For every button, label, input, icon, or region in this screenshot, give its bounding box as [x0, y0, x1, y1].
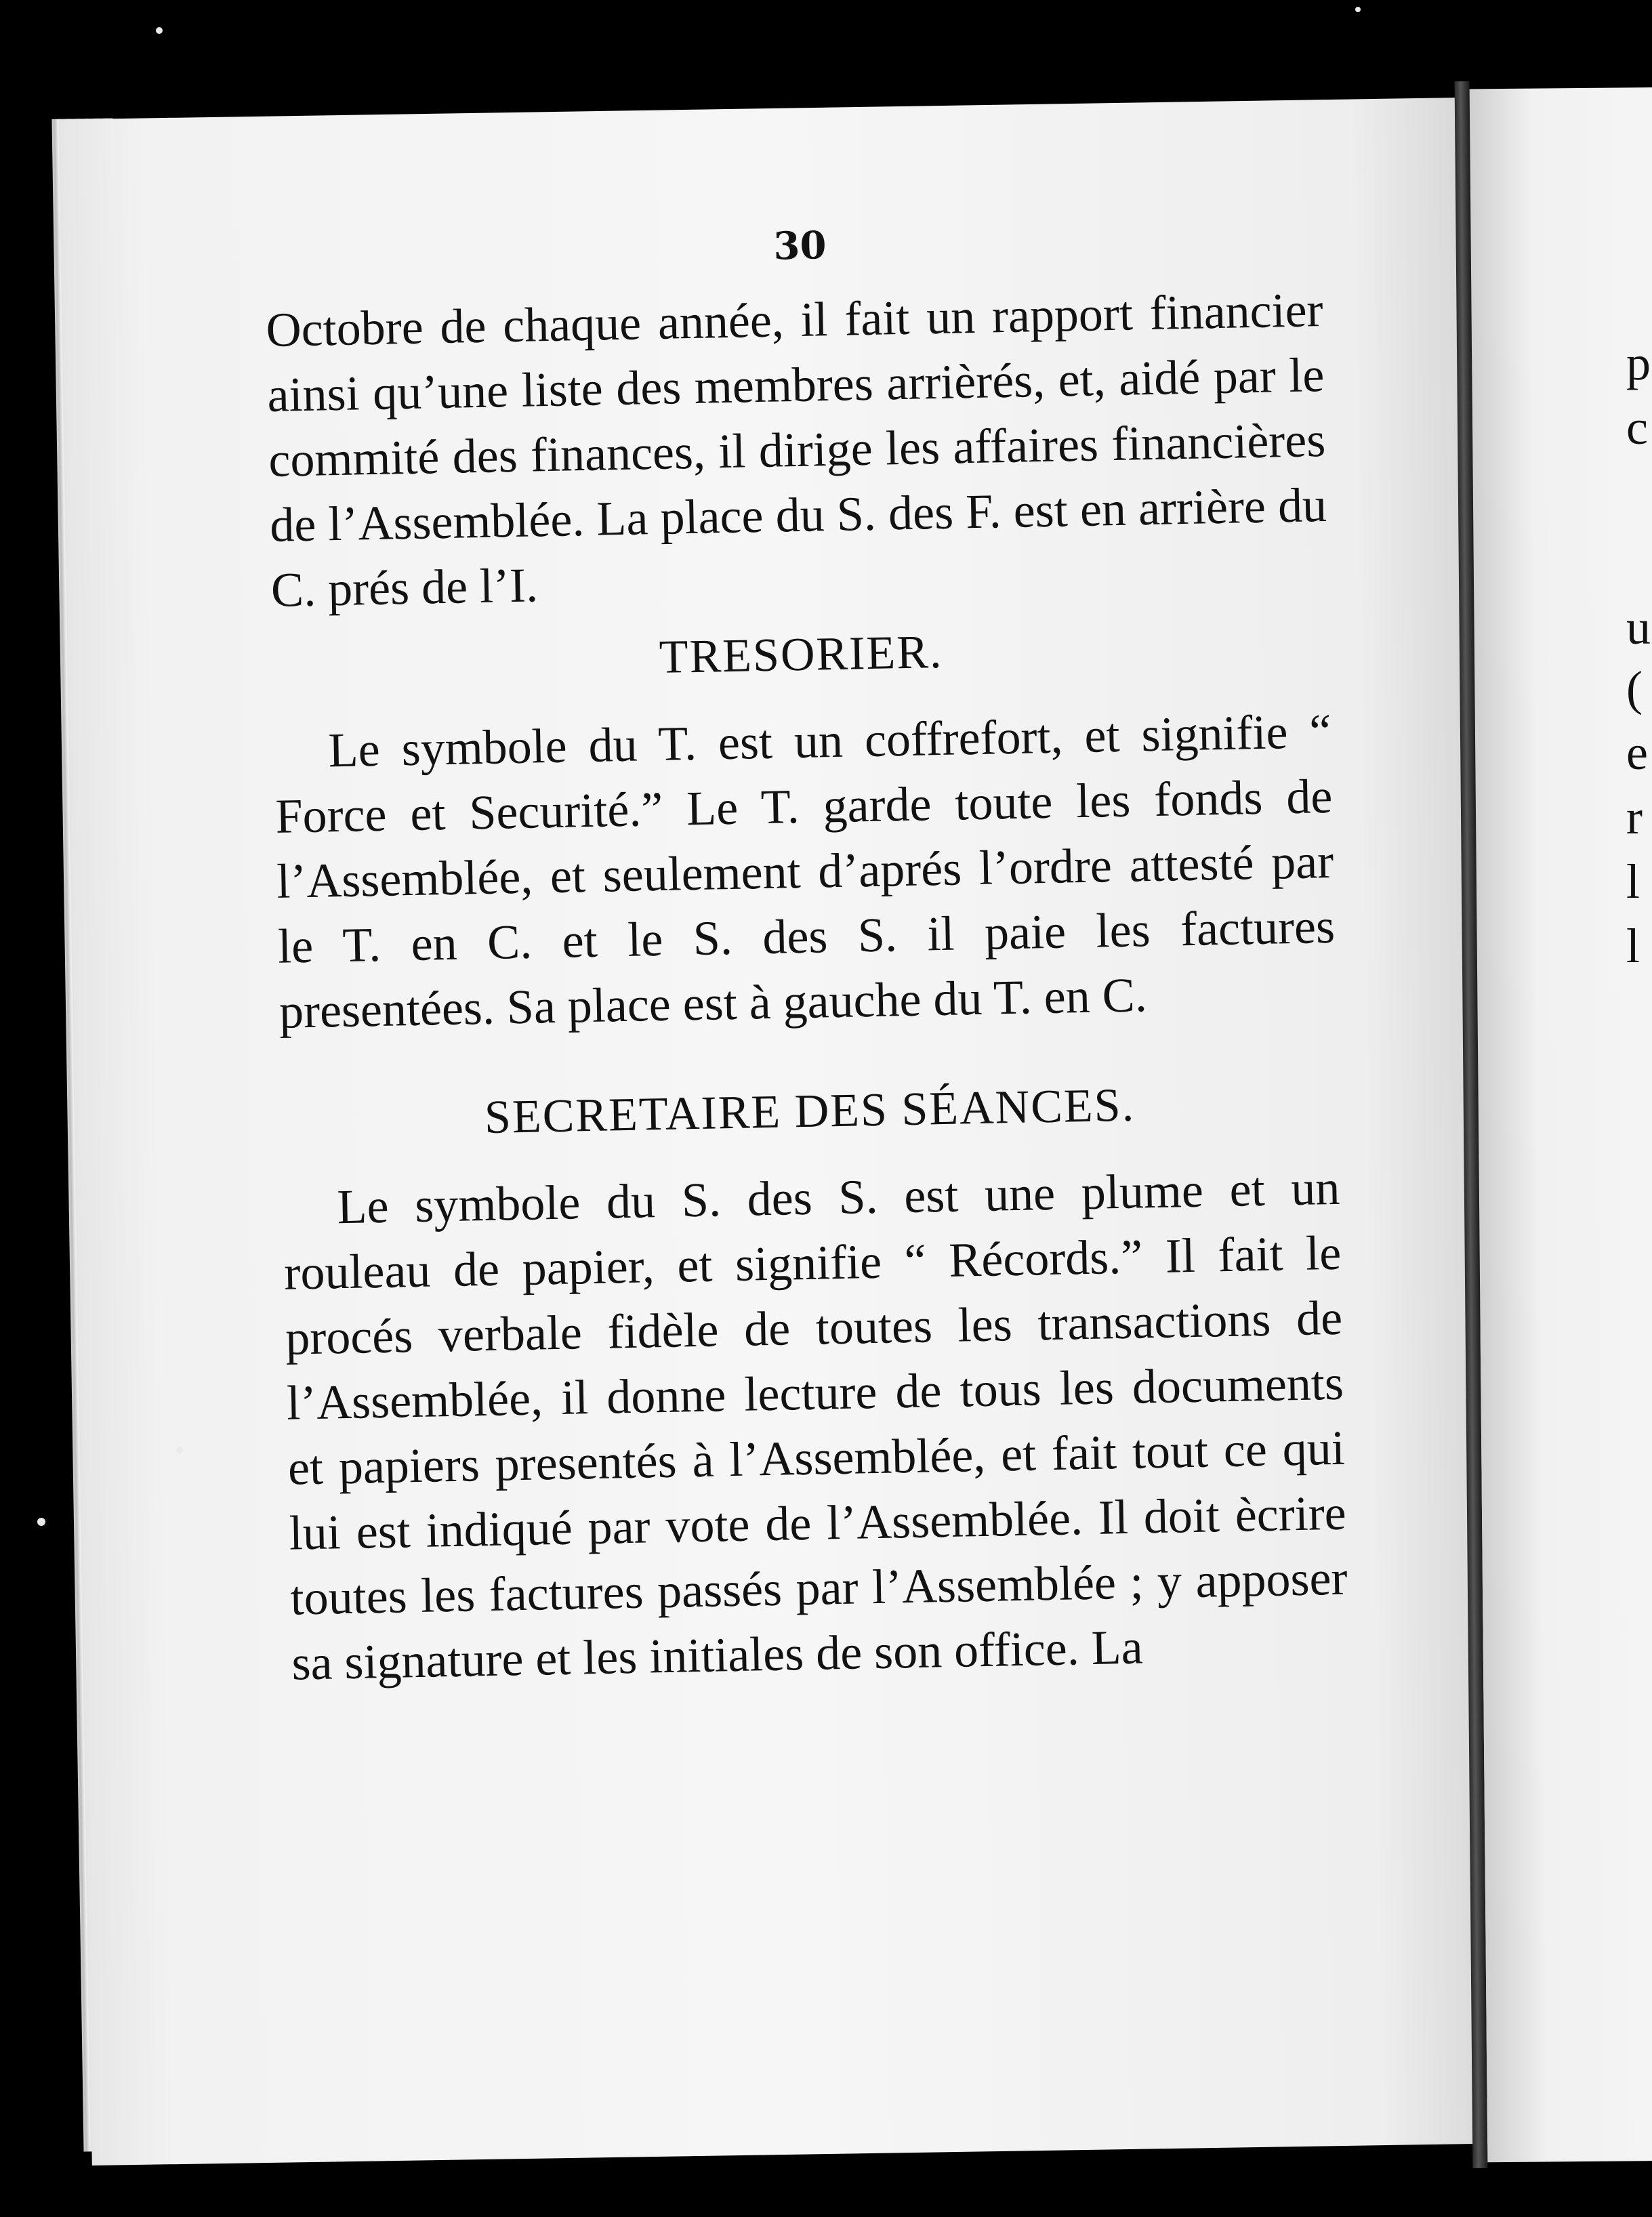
facing-page-fragment: e: [1626, 726, 1648, 780]
paragraph-secretaire: Le symbole du S. des S. est une plume et un rouleau de papier, et signifie “ Récords.” Il fait le procés verbale fidèle de toutes les transactions de l’Assemblée, il donne lecture de tous les documents et papiers presentés à l’Assemblée, et fait tout ce qui lui est indiqué par vote de l’Assemblée. Il doit ècrire toutes les factures passés par l’Assemblée ; y apposer sa signature et les initiales de son office. La: [283, 1160, 1348, 1691]
dust-speck: [156, 27, 163, 34]
paragraph-tresorier: Le symbole du T. est un coffrefort, et signifie “ Force et Securité.” Le T. garde toute les fonds de l’Assemblée, et seulement d’aprés l’ordre attesté par le T. en C. et le S. des S. il paie les factures presentées. Sa place est à gauche du T. en C.: [274, 703, 1336, 1039]
section-heading-secretaire: SECRETAIRE DES SÉANCES.: [484, 1079, 1136, 1144]
page-number: 30: [772, 223, 827, 269]
paragraph-continued: Octobre de chaque année, il fait un rapport financier ainsi qu’une liste des membres arrièrés, et, aidé par le commité des finances, il dirige les affaires financières de l’Assemblée. La place du S. des F. est en arrière du C. prés de l’I.: [265, 283, 1327, 617]
section-heading-tresorier: TRESORIER.: [659, 625, 944, 684]
facing-page-fragment: c: [1626, 400, 1648, 455]
right-page: [1470, 87, 1652, 2163]
facing-page-fragment: l: [1626, 919, 1640, 973]
facing-page-fragment: r: [1626, 790, 1643, 844]
facing-page-fragment: p: [1626, 336, 1651, 390]
dust-speck: [1355, 7, 1361, 12]
facing-page-fragment: (: [1626, 661, 1643, 716]
facing-page-fragment: u: [1626, 600, 1651, 655]
dust-speck: [37, 1518, 45, 1526]
page-content: [264, 213, 1349, 1696]
dust-speck: [176, 1447, 183, 1453]
facing-page-fragment: l: [1626, 854, 1640, 909]
